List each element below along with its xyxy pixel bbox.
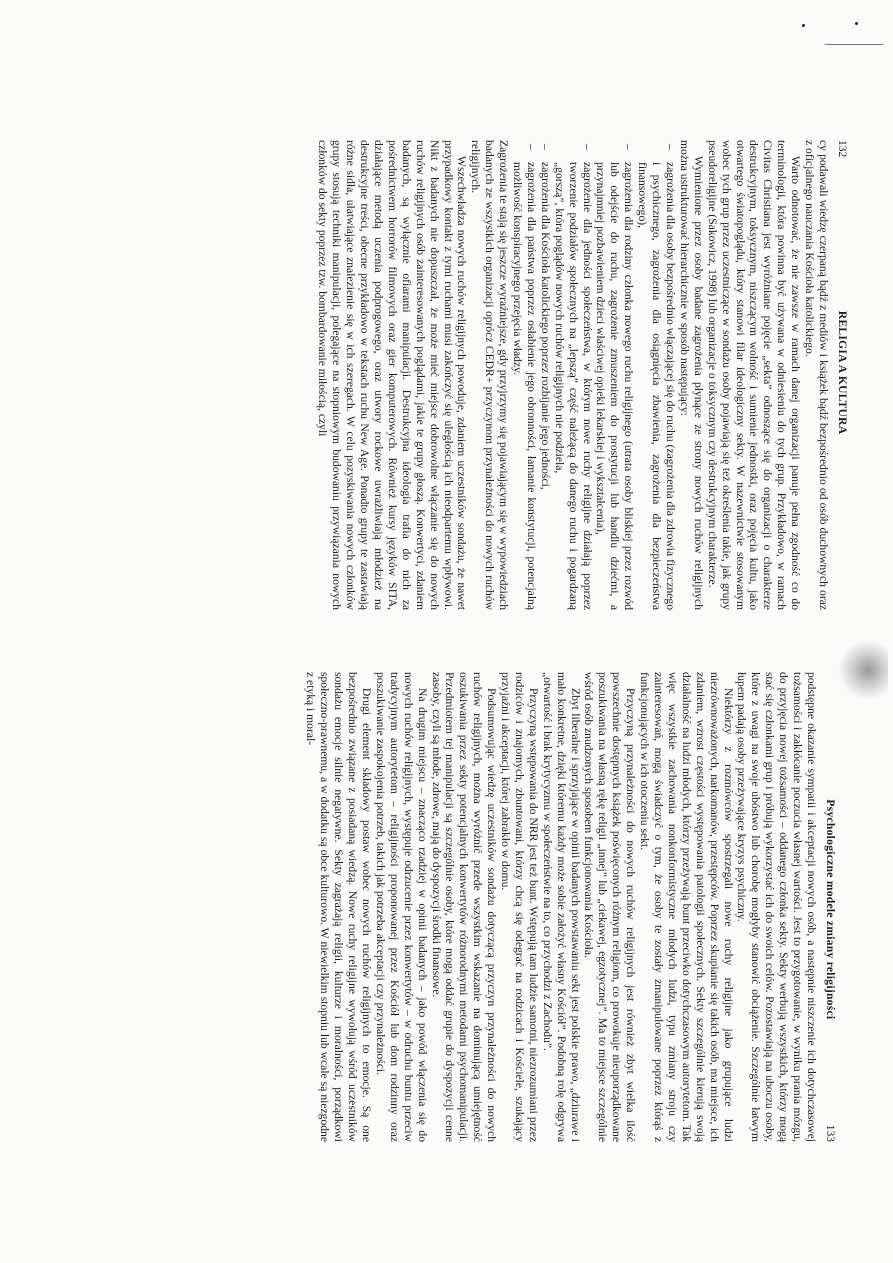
paragraph: Zagrożenia te stają się jeszcze wyraźniejsze, gdy przyjrzymy się pojawiającym się w wypowiedziach badanych ze wszystkich organizacji oprócz CEDR+ przyczynom przynależności do nowych ruchów religijnych. [469,140,511,610]
paragraph: cy podawali wiedzę czerpaną bądź z mediów i książek bądź bezpośrednio od osób duchownych oraz z oficjalnego nauczania Kościoła katolickiego. [803,140,830,610]
list-item: – zagrożenie dla jedności społeczeństwa, w którym nowe ruchy religijne działają poprzez tworzenie podziałów społecznych na „lepszą” część należącą do danego ruchu i pogardzaną „gorszą”, która poglądów nowych ruchów religijnych nie podziela, [552,162,594,610]
threat-list [510,140,677,610]
scan-smudge [838,640,888,700]
list-item: – zagrożenia dla państwa poprzez osłabienie jego obronności, łamanie konstytucji, potencjalną możliwość konspiracyjnego przejęcia władzy. [510,162,538,610]
page-number: 133 [824,1124,836,1142]
paragraph: Wymienione przez osoby badane zagrożenia płynące ze strony nowych ruchów religijnych można ustrukturować hierarchicznie w sposób następujący: [677,140,705,610]
paragraph: Podsumowując wiedzę uczestników sondażu dotyczącą przyczyn przynależności do nowych ruchów religijnych, można wyróżnić przede wszystkim wskazanie na dominującą umiejętność oszukiwania przez sekty potencjalnych konwertytów różnorodnymi metodami psychomanipulacji. Przedmiotem tej manipulacji są szczególnie osoby, które mogą oddać grupie do dyspozycji cenne zasoby, czyli są młode, zdrowe, mają do dyspozycji środki finansowe. [429,672,499,1142]
running-head [824,672,836,1142]
running-title: RELIGIA A KULTURA [836,310,848,435]
paragraph: Zbyt liberalne i sprzyjające w opinii badanych powstawaniu sekt jest polskie prawo, „dziurawe i mało konkretne, dzięki któremu każdy może sobie założyć własny Kościół”. Podobną rolę odgrywa „otwartość i brak krytycyzmu w społeczeństwie na to, co przychodzi z Zachodu”. [540,672,582,1142]
page-132 [88,140,848,610]
list-item: – zagrożenia dla osoby bezpośrednio włączającej się do ruchu (zagrożenia dla zdrowia fizycznego i psychicznego, zagrożenia dla osiągnięcia zbawienia, zagrożenia dla bezpieczeństwa finansowego), [635,162,677,610]
paragraph: Wszechwładza nowych ruchów religijnych powoduje, zdaniem uczestników sondażu, że nawet przypadkowy kontakt z tymi ruchami musi zakończyć się uległością ich nieodpartemu wpływowi. Nikt z badanych nie dopuszczał, że może mieć miejsce dobrowolne włączanie się do nowych ruchów religijnych osób zainteresowanych poglądami, jakie te grupy głoszą. Konwertyci, zdaniem badanych, są wyłącznie ofiarami manipulacji. Destrukcyjna ideologia trafia do nich za pośrednictwem horrorów filmowych oraz gier komputerowych. Również kursy języków SITA, działające metodą uczenia podprogowego, oraz utwory rockowe uwrażliwiają młodzież na destrukcyjne treści, obecne przykładowo w tekstach ruchu New Age. Ponadto grupy te zastawiają różne sidła, ułatwiające znalezienie się w ich szeregach. W celu pozyskiwania nowych członków grupy stosują techniki manipulacji, polegające na stopniowym budowaniu przywiązania nowych członków do sekty poprzez tzw. bombardowanie miłością, czyli [316,140,469,610]
page-number: 132 [836,140,848,158]
running-head [836,140,848,610]
paragraph: Przyczyną wstępowania do NRR jest też bunt. Wstępują tam ludzie samotni, niezrozumiani przez rodziców i znajomych, zbuntowani, którzy chcą się odegrać na rodzicach i Kościele, szukający przyjaźni i akceptacji, której zabrakło w domu. [499,672,540,1142]
list-item: – zagrożenia dla rodziny członka nowego ruchu religijnego (utrata osoby bliskiej przez rozwód lub odejście do ruchu, zagrożenie zmuszeniem do prostytucji lub handlu dziećmi, a przynajmniej pozbawieniem dzieci właściwej opieki lekarskiej i wykształcenia), [594,162,636,610]
page-133 [76,672,836,1142]
scan-edge-line [825,44,883,45]
page-body [303,672,818,1142]
list-item: – zagrożenia dla Kościoła katolickiego poprzez rozbijanie jego jedności, [538,162,552,610]
paragraph: Drugi element składowy postaw wobec nowych ruchów religijnych to emocje. Są one bezpośrednio związane z posiadaną wiedzą. Nowe ruchy religijne wywołują wśród uczestników sondażu emocje silnie negatywne. Sekty zagrażają religii, kulturze i moralności, porządkowi społeczno-prawnemu, a w dodatku są obce kulturowo. W niewielkim stopniu lub wcale są niezgodne z etyką i moral- [304,672,373,1142]
scan-speck [855,22,858,25]
paragraph: Na drugim miejscu – znacząco rzadziej w opinii badanych – jako powód włączenia się do nowych ruchów religijnych, występuje odrzucenie przez konwertytów – w odruchu buntu przeciw tradycyjnym autorytetom – religijności proponowanej przez Kościół lub dom rodzinny oraz poszukiwanie zaspokojenia potrzeb, takich jak potrzeba akceptacji czy przynależności. [373,672,429,1142]
scan-speck [802,24,805,27]
running-title: Psychologiczne modele zmiany religijności [824,799,836,1020]
paragraph: podstępne okazanie sympatii i akceptacji nowych osób, a następnie niszczenie ich dotychczasowej tożsamości i zakłócanie poczucia własnej wartości. Jest to przygotowanie, w wyniku prania mózgu, do przyjęcia nowej tożsamości – oddanego członka sekty. Sekty werbują wszystkich, którzy mogą stać się członkami grup i próbują wykorzystać ich do swoich celów. Pozostawiają na uboczu osoby, które z uwagi na swoje ubóstwo lub chorobę mogłyby stanowić obciążenie. Szczególnie łatwym łupem padają osoby przeżywające kryzys psychiczny. [735,672,818,1142]
paragraph: Przyczyną przynależności do nowych ruchów religijnych jest również zbyt wielka ilość powszechnie dostępnych książek poświęconych różnym religiom, co prowokuje nieuporządkowane poszukiwania na własną rękę religii „innej” lub „ciekawej, egzotycznej”. Ma to miejsce szczególnie wśród osób znudzonych sposobem funkcjonowania Kościoła. [582,672,638,1142]
paragraph: Warto odnotować, że nie zawsze w ramach danej organizacji panuje pełna zgodność co do terminologii, która powinna być używana w odniesieniu do tych grup. Przykładowo, w ramach Civitas Christiana jest wyróżniane pojęcie „sekta” odnoszące się do organizacji o charakterze destrukcyjnym, toksycznym, niszczącym wolność i sumienie jednostki, oraz pojęcia kultu, jako otwartego światopoglądu, który stanowi filar ideologiczny sekty. W nazewnictwie stosowanym wobec tych grup przez uczestniczące w sondażu osoby pojawiają się też określenia takie, jak grupy pseudoreligijne (Sakowicz, 1998) lub organizacje o toksycznym czy destrukcyjnym charakterze. [705,140,803,610]
paragraph: Niektórzy z rozmówców spostrzegali nowe ruchy religijne jako grupujące ludzi niezrównoważonych, narkomanów, przestępców. Poprzez skupianie się takich osób, ma miejsce, ich zdaniem, wzrost częstości występowania patologii społecznych. Sekty szczególnie kierują swoją działalność na ludzi młodych, którzy przeżywają bunt przeciwko dotychczasowym autorytetom. Tak więc wszystkie zachowania nonkonformistyczne młodych ludzi, typu zmiany stroju czy zainteresowań, mogą świadczyć o tym, że osoby te zostały zmanipulowane poprzez którąś z funkcjonujących w ich otoczeniu sekt. [638,672,735,1142]
page-body [315,140,830,610]
